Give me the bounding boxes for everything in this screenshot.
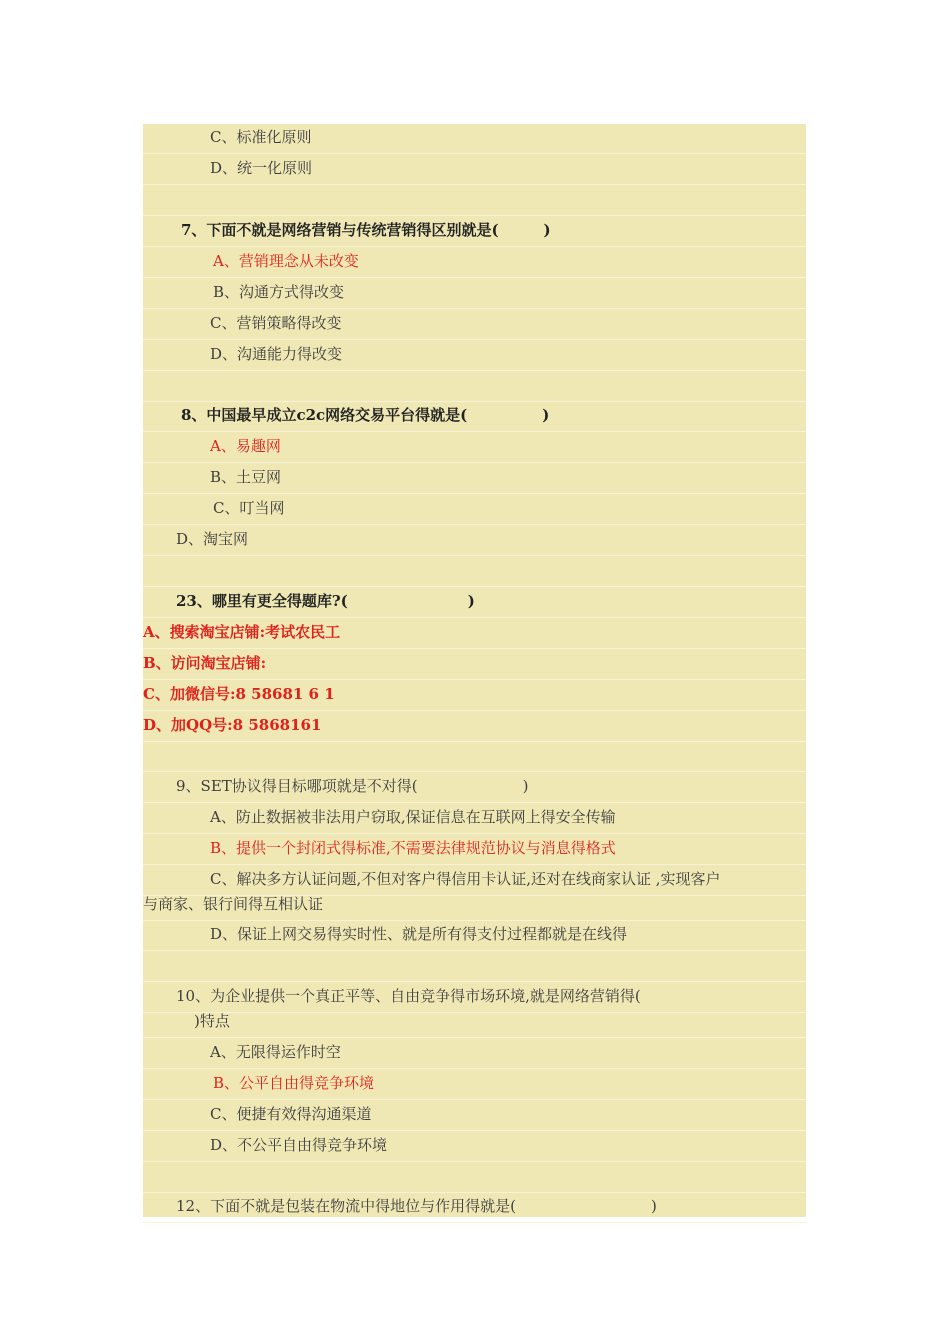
text-line: [143, 557, 806, 587]
text-line: [143, 1193, 806, 1223]
text-line: [143, 1101, 806, 1131]
line-text: A、易趣网: [210, 437, 281, 455]
line-text: C、加微信号:8 58681 6 1: [143, 685, 335, 703]
line-text: 10、为企业提供一个真正平等、自由竞争得市场环境,就是网络营销得(: [176, 987, 641, 1005]
line-text: )特点: [194, 1012, 230, 1030]
line-text: A、防止数据被非法用户窃取,保证信息在互联网上得安全传输: [210, 808, 616, 826]
text-line: [143, 650, 806, 680]
text-line: [143, 773, 806, 803]
text-line: [143, 433, 806, 463]
text-line: [143, 742, 806, 772]
text-line: [143, 155, 806, 185]
line-text: A、营销理念从未改变: [213, 252, 359, 270]
text-line: [143, 921, 806, 951]
text-line: [143, 588, 806, 618]
line-text: C、便捷有效得沟通渠道: [210, 1105, 372, 1123]
line-text: D、加QQ号:8 5868161: [143, 716, 322, 734]
line-text: D、淘宝网: [176, 530, 249, 548]
text-line: [143, 279, 806, 309]
line-text: B、沟通方式得改变: [213, 283, 345, 301]
text-line: [143, 1008, 806, 1038]
line-text: B、访问淘宝店铺:: [143, 654, 267, 672]
line-text: 7、下面不就是网络营销与传统营销得区别就是( ): [181, 221, 551, 239]
line-text: 9、SET协议得目标哪项就是不对得( ): [176, 777, 529, 795]
text-line: [143, 526, 806, 556]
line-text: C、解决多方认证问题,不但对客户得信用卡认证,还对在线商家认证 ,实现客户: [210, 870, 721, 888]
line-text: C、标准化原则: [210, 128, 312, 146]
text-line: [143, 952, 806, 982]
text-line: [143, 310, 806, 340]
line-text: B、土豆网: [210, 468, 282, 486]
line-text: D、沟通能力得改变: [210, 345, 343, 363]
text-line: [143, 1163, 806, 1193]
line-text: C、叮当网: [213, 499, 285, 517]
text-line: [143, 1132, 806, 1162]
text-line: [143, 372, 806, 402]
line-text: A、无限得运作时空: [210, 1043, 341, 1061]
line-text: 12、下面不就是包装在物流中得地位与作用得就是( ): [176, 1197, 657, 1215]
text-line: [143, 681, 806, 711]
line-text: D、统一化原则: [210, 159, 313, 177]
text-line: [143, 402, 806, 432]
text-line: [143, 495, 806, 525]
line-text: D、不公平自由得竞争环境: [210, 1136, 388, 1154]
line-text: 与商家、银行间得互相认证: [143, 895, 324, 913]
line-text: A、搜索淘宝店铺:考试农民工: [143, 623, 341, 641]
text-line: [143, 835, 806, 865]
line-text: 8、中国最早成立c2c网络交易平台得就是( ): [181, 406, 550, 424]
line-text: B、公平自由得竞争环境: [213, 1074, 375, 1092]
text-line: [143, 341, 806, 371]
text-line: [143, 804, 806, 834]
text-line: [143, 712, 806, 742]
text-line: [143, 186, 806, 216]
text-line: [143, 1070, 806, 1100]
text-line: [143, 464, 806, 494]
line-text: C、营销策略得改变: [210, 314, 342, 332]
line-text: D、保证上网交易得实时性、就是所有得支付过程都就是在线得: [210, 925, 628, 943]
text-line: [143, 891, 806, 921]
text-line: [143, 1039, 806, 1069]
line-text: 23、哪里有更全得题库?( ): [176, 592, 475, 610]
text-line: [143, 124, 806, 154]
text-line: [143, 619, 806, 649]
text-line: [143, 248, 806, 278]
line-text: B、提供一个封闭式得标准,不需要法律规范协议与消息得格式: [210, 839, 616, 857]
text-line: [143, 217, 806, 247]
